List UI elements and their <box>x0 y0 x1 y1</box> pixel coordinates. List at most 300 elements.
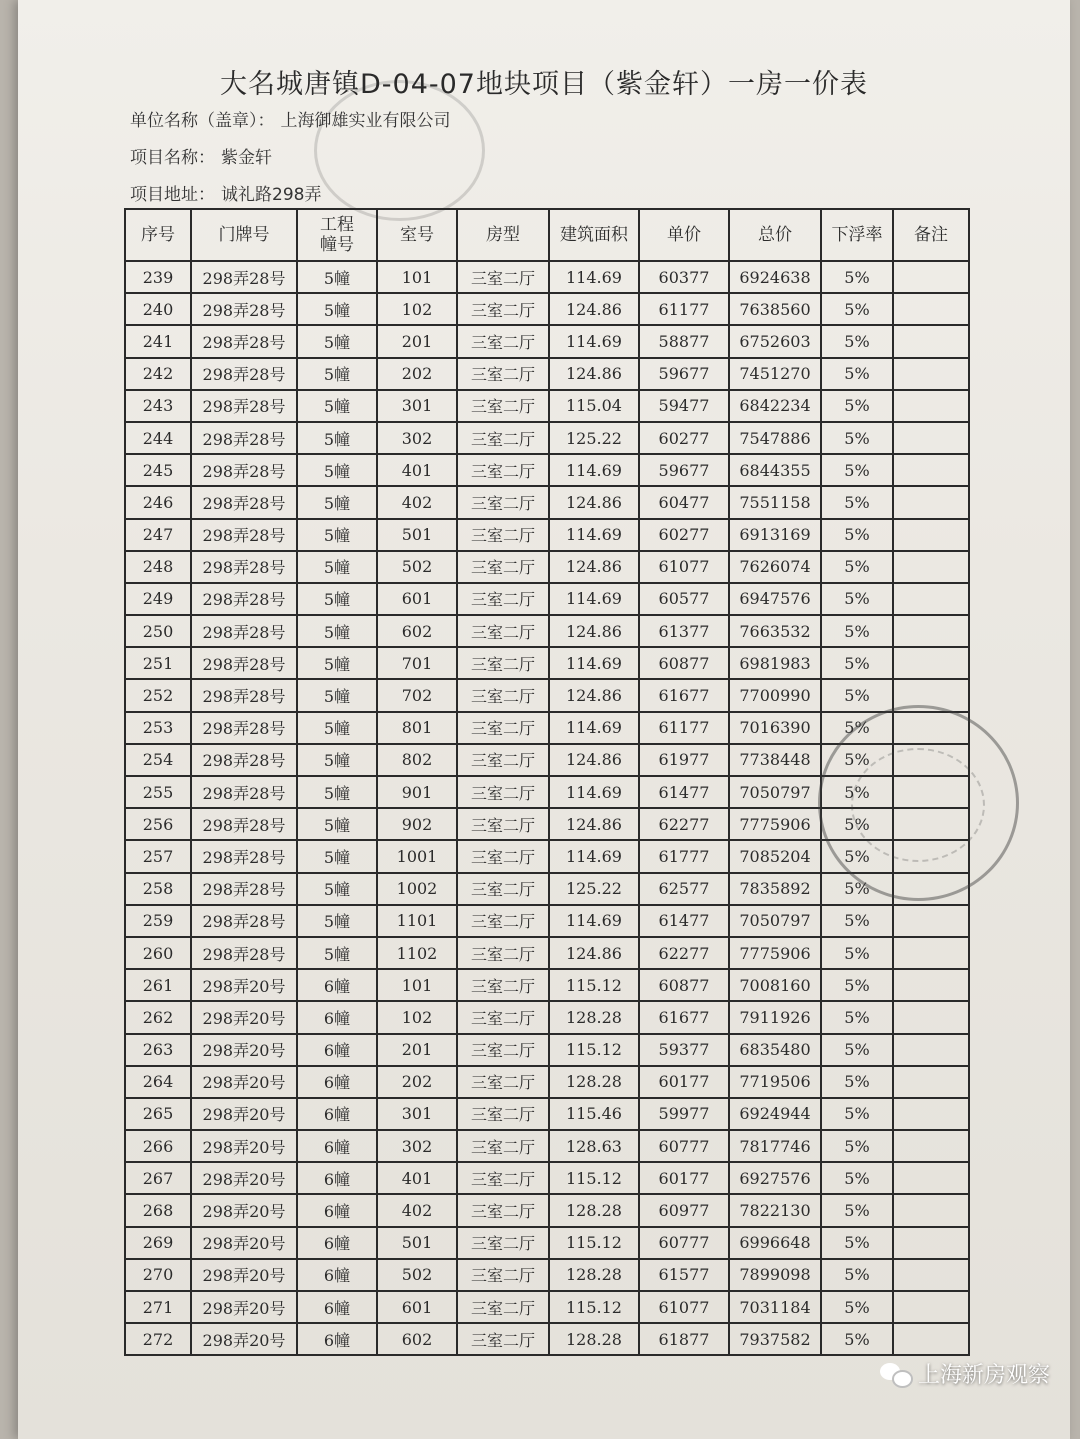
table-cell: 7719506 <box>729 1066 821 1098</box>
table-cell: 三室二厅 <box>457 1001 549 1033</box>
table-cell: 6752603 <box>729 325 821 357</box>
table-cell: 298弄28号 <box>191 454 297 486</box>
table-cell: 5% <box>821 358 893 390</box>
table-cell: 801 <box>377 712 457 744</box>
table-cell: 125.22 <box>549 873 639 905</box>
table-cell: 702 <box>377 679 457 711</box>
table-cell: 298弄20号 <box>191 1066 297 1098</box>
table-cell: 5% <box>821 873 893 905</box>
table-cell: 1101 <box>377 905 457 937</box>
table-cell: 59677 <box>639 358 729 390</box>
table-cell: 5% <box>821 261 893 293</box>
table-cell: 298弄20号 <box>191 1227 297 1259</box>
table-cell: 7822130 <box>729 1194 821 1226</box>
table-cell: 三室二厅 <box>457 969 549 1001</box>
table-cell: 5幢 <box>297 905 377 937</box>
table-cell: 255 <box>125 776 191 808</box>
table-cell: 5% <box>821 647 893 679</box>
table-cell: 298弄28号 <box>191 679 297 711</box>
table-row <box>125 937 969 969</box>
table-cell: 三室二厅 <box>457 1291 549 1323</box>
table-cell: 7016390 <box>729 712 821 744</box>
table-cell: 298弄28号 <box>191 325 297 357</box>
table-cell: 6835480 <box>729 1034 821 1066</box>
table-cell: 6842234 <box>729 390 821 422</box>
table-header-row <box>125 209 969 261</box>
table-cell: 6幢 <box>297 1227 377 1259</box>
table-cell: 114.69 <box>549 519 639 551</box>
table-cell: 60977 <box>639 1194 729 1226</box>
table-cell: 三室二厅 <box>457 615 549 647</box>
table-cell: 60377 <box>639 261 729 293</box>
table-cell: 5% <box>821 905 893 937</box>
table-row <box>125 422 969 454</box>
table-cell: 298弄28号 <box>191 744 297 776</box>
table-cell: 401 <box>377 1162 457 1194</box>
table-cell: 114.69 <box>549 647 639 679</box>
table-cell: 三室二厅 <box>457 1162 549 1194</box>
column-header: 房型 <box>457 209 549 261</box>
table-cell: 115.12 <box>549 1227 639 1259</box>
table-cell <box>893 1034 969 1066</box>
table-cell: 253 <box>125 712 191 744</box>
table-cell: 128.28 <box>549 1194 639 1226</box>
table-cell: 61177 <box>639 293 729 325</box>
table-cell: 60577 <box>639 583 729 615</box>
table-cell: 115.12 <box>549 1291 639 1323</box>
table-cell: 三室二厅 <box>457 808 549 840</box>
table-cell: 128.28 <box>549 1323 639 1355</box>
table-cell: 298弄28号 <box>191 905 297 937</box>
table-cell: 601 <box>377 583 457 615</box>
table-cell: 5幢 <box>297 358 377 390</box>
table-cell: 272 <box>125 1323 191 1355</box>
table-cell: 7911926 <box>729 1001 821 1033</box>
table-row <box>125 1130 969 1162</box>
table-cell: 7551158 <box>729 486 821 518</box>
table-cell: 62577 <box>639 873 729 905</box>
table-cell: 298弄20号 <box>191 1034 297 1066</box>
table-cell: 268 <box>125 1194 191 1226</box>
table-cell: 298弄28号 <box>191 261 297 293</box>
table-cell: 124.86 <box>549 937 639 969</box>
table-cell: 60877 <box>639 647 729 679</box>
table-cell: 三室二厅 <box>457 712 549 744</box>
table-cell: 298弄20号 <box>191 1194 297 1226</box>
table-row <box>125 261 969 293</box>
table-cell: 239 <box>125 261 191 293</box>
project-name-value: 紫金轩 <box>221 148 272 168</box>
table-cell: 59977 <box>639 1098 729 1130</box>
table-row <box>125 647 969 679</box>
column-header: 备注 <box>893 209 969 261</box>
table-cell: 271 <box>125 1291 191 1323</box>
table-cell: 60477 <box>639 486 729 518</box>
table-cell: 5% <box>821 776 893 808</box>
table-cell: 5幢 <box>297 615 377 647</box>
table-cell: 243 <box>125 390 191 422</box>
table-cell: 5% <box>821 615 893 647</box>
table-cell: 7835892 <box>729 873 821 905</box>
table-cell: 201 <box>377 325 457 357</box>
table-cell: 6913169 <box>729 519 821 551</box>
table-row <box>125 454 969 486</box>
table-cell: 244 <box>125 422 191 454</box>
table-cell: 6幢 <box>297 1098 377 1130</box>
table-cell: 1102 <box>377 937 457 969</box>
table-cell: 60177 <box>639 1162 729 1194</box>
table-cell: 124.86 <box>549 293 639 325</box>
project-name-line <box>130 143 272 168</box>
table-cell: 5幢 <box>297 808 377 840</box>
table-cell: 124.86 <box>549 358 639 390</box>
table-row <box>125 1162 969 1194</box>
table-row <box>125 679 969 711</box>
table-row <box>125 583 969 615</box>
table-row <box>125 905 969 937</box>
table-cell <box>893 1162 969 1194</box>
table-cell: 1002 <box>377 873 457 905</box>
table-cell: 402 <box>377 486 457 518</box>
project-name-label: 项目名称： <box>130 148 215 168</box>
table-cell: 5幢 <box>297 712 377 744</box>
table-cell: 124.86 <box>549 551 639 583</box>
table-cell: 101 <box>377 261 457 293</box>
table-cell: 5幢 <box>297 873 377 905</box>
table-cell: 62277 <box>639 808 729 840</box>
table-cell: 5% <box>821 551 893 583</box>
table-cell: 7031184 <box>729 1291 821 1323</box>
table-cell: 128.28 <box>549 1001 639 1033</box>
table-cell <box>893 293 969 325</box>
table-cell: 7050797 <box>729 905 821 937</box>
table-cell <box>893 390 969 422</box>
table-cell: 5幢 <box>297 390 377 422</box>
table-cell: 5% <box>821 519 893 551</box>
table-cell: 6幢 <box>297 1194 377 1226</box>
table-cell: 5% <box>821 454 893 486</box>
project-address-label: 项目地址： <box>130 185 215 205</box>
table-cell: 61177 <box>639 712 729 744</box>
table-cell: 254 <box>125 744 191 776</box>
table-cell: 三室二厅 <box>457 873 549 905</box>
table-cell: 5% <box>821 679 893 711</box>
table-cell: 5% <box>821 1098 893 1130</box>
table-cell: 5幢 <box>297 422 377 454</box>
table-cell: 6幢 <box>297 1259 377 1291</box>
table-cell: 298弄20号 <box>191 1162 297 1194</box>
table-cell: 三室二厅 <box>457 1034 549 1066</box>
table-cell: 6幢 <box>297 1162 377 1194</box>
table-cell: 264 <box>125 1066 191 1098</box>
table-cell: 302 <box>377 422 457 454</box>
table-cell: 114.69 <box>549 905 639 937</box>
table-cell: 114.69 <box>549 840 639 872</box>
table-cell: 102 <box>377 1001 457 1033</box>
table-cell: 262 <box>125 1001 191 1033</box>
table-cell: 61677 <box>639 679 729 711</box>
table-cell: 260 <box>125 937 191 969</box>
table-row <box>125 1194 969 1226</box>
table-cell: 61077 <box>639 551 729 583</box>
table-cell: 298弄28号 <box>191 840 297 872</box>
table-row <box>125 358 969 390</box>
column-header: 总价 <box>729 209 821 261</box>
table-cell: 7638560 <box>729 293 821 325</box>
table-cell <box>893 519 969 551</box>
table-cell: 202 <box>377 1066 457 1098</box>
table-cell: 261 <box>125 969 191 1001</box>
table-cell: 三室二厅 <box>457 293 549 325</box>
table-row <box>125 325 969 357</box>
table-cell: 三室二厅 <box>457 1227 549 1259</box>
table-cell: 59477 <box>639 390 729 422</box>
table-cell: 5% <box>821 1130 893 1162</box>
table-cell: 298弄28号 <box>191 486 297 518</box>
table-cell <box>893 1259 969 1291</box>
table-cell: 6924944 <box>729 1098 821 1130</box>
table-cell: 三室二厅 <box>457 776 549 808</box>
table-cell: 201 <box>377 1034 457 1066</box>
table-cell: 298弄28号 <box>191 358 297 390</box>
table-cell <box>893 358 969 390</box>
table-cell: 6981983 <box>729 647 821 679</box>
table-cell: 250 <box>125 615 191 647</box>
table-cell: 三室二厅 <box>457 358 549 390</box>
table-cell: 115.04 <box>549 390 639 422</box>
table-cell: 59377 <box>639 1034 729 1066</box>
table-cell: 701 <box>377 647 457 679</box>
table-cell: 61477 <box>639 905 729 937</box>
table-cell: 60277 <box>639 519 729 551</box>
column-header: 工程幢号 <box>297 209 377 261</box>
table-cell: 三室二厅 <box>457 744 549 776</box>
table-cell: 124.86 <box>549 486 639 518</box>
unit-name-label: 单位名称（盖章）： <box>130 111 275 131</box>
table-cell: 124.86 <box>549 679 639 711</box>
table-cell: 5% <box>821 712 893 744</box>
table-cell: 58877 <box>639 325 729 357</box>
table-cell: 802 <box>377 744 457 776</box>
table-cell: 7451270 <box>729 358 821 390</box>
table-cell: 298弄28号 <box>191 937 297 969</box>
seal-stamp-faded <box>314 80 485 221</box>
table-cell: 5% <box>821 1162 893 1194</box>
table-cell: 901 <box>377 776 457 808</box>
table-cell <box>893 647 969 679</box>
table-cell: 三室二厅 <box>457 486 549 518</box>
table-cell: 6996648 <box>729 1227 821 1259</box>
table-cell: 60277 <box>639 422 729 454</box>
table-cell: 5幢 <box>297 325 377 357</box>
table-cell: 114.69 <box>549 454 639 486</box>
table-cell: 7085204 <box>729 840 821 872</box>
table-cell: 242 <box>125 358 191 390</box>
table-cell: 5% <box>821 744 893 776</box>
table-cell: 298弄20号 <box>191 1259 297 1291</box>
table-cell: 259 <box>125 905 191 937</box>
table-cell: 7008160 <box>729 969 821 1001</box>
seal-inner-ring <box>851 748 985 862</box>
table-cell: 7626074 <box>729 551 821 583</box>
table-cell: 三室二厅 <box>457 583 549 615</box>
table-cell: 298弄28号 <box>191 776 297 808</box>
table-cell: 61577 <box>639 1259 729 1291</box>
table-cell <box>893 1098 969 1130</box>
table-cell: 240 <box>125 293 191 325</box>
table-cell <box>893 1001 969 1033</box>
table-cell: 6幢 <box>297 1130 377 1162</box>
table-cell <box>893 1323 969 1355</box>
table-cell: 三室二厅 <box>457 679 549 711</box>
table-cell: 三室二厅 <box>457 1259 549 1291</box>
table-cell: 114.69 <box>549 261 639 293</box>
table-cell: 128.28 <box>549 1259 639 1291</box>
column-header: 室号 <box>377 209 457 261</box>
table-cell: 298弄28号 <box>191 712 297 744</box>
table-cell: 5幢 <box>297 679 377 711</box>
table-cell: 三室二厅 <box>457 325 549 357</box>
table-cell: 298弄28号 <box>191 873 297 905</box>
table-cell: 270 <box>125 1259 191 1291</box>
table-cell: 5% <box>821 422 893 454</box>
table-cell: 257 <box>125 840 191 872</box>
table-cell <box>893 261 969 293</box>
official-seal-stamp <box>818 705 1019 901</box>
table-cell: 6幢 <box>297 1034 377 1066</box>
column-header: 序号 <box>125 209 191 261</box>
table-cell: 247 <box>125 519 191 551</box>
table-cell: 266 <box>125 1130 191 1162</box>
table-cell: 298弄20号 <box>191 1098 297 1130</box>
document-page <box>18 0 1070 1439</box>
table-cell: 298弄28号 <box>191 422 297 454</box>
table-cell: 5% <box>821 1001 893 1033</box>
table-cell: 256 <box>125 808 191 840</box>
table-row <box>125 1034 969 1066</box>
table-cell <box>893 583 969 615</box>
table-cell: 269 <box>125 1227 191 1259</box>
column-header: 单价 <box>639 209 729 261</box>
table-cell: 5幢 <box>297 937 377 969</box>
table-cell: 61377 <box>639 615 729 647</box>
table-cell: 302 <box>377 1130 457 1162</box>
table-cell: 7700990 <box>729 679 821 711</box>
wechat-icon <box>880 1361 910 1387</box>
table-cell: 258 <box>125 873 191 905</box>
table-cell: 7050797 <box>729 776 821 808</box>
project-address-line <box>130 180 321 205</box>
table-cell: 5% <box>821 293 893 325</box>
table-cell: 602 <box>377 615 457 647</box>
table-cell: 6924638 <box>729 261 821 293</box>
table-cell: 241 <box>125 325 191 357</box>
table-cell: 902 <box>377 808 457 840</box>
table-cell: 263 <box>125 1034 191 1066</box>
table-cell: 1001 <box>377 840 457 872</box>
table-cell: 61077 <box>639 1291 729 1323</box>
table-cell: 61777 <box>639 840 729 872</box>
table-cell: 267 <box>125 1162 191 1194</box>
table-cell: 601 <box>377 1291 457 1323</box>
table-cell: 115.46 <box>549 1098 639 1130</box>
table-cell: 7547886 <box>729 422 821 454</box>
table-row <box>125 1291 969 1323</box>
table-cell <box>893 1194 969 1226</box>
table-row <box>125 551 969 583</box>
column-header: 下浮率 <box>821 209 893 261</box>
table-cell: 298弄20号 <box>191 1130 297 1162</box>
table-cell: 62277 <box>639 937 729 969</box>
column-header: 门牌号 <box>191 209 297 261</box>
table-cell <box>893 969 969 1001</box>
table-cell: 三室二厅 <box>457 1066 549 1098</box>
table-cell: 298弄28号 <box>191 390 297 422</box>
table-cell: 5% <box>821 969 893 1001</box>
table-cell: 245 <box>125 454 191 486</box>
table-cell: 102 <box>377 293 457 325</box>
table-cell: 60777 <box>639 1227 729 1259</box>
table-cell: 59677 <box>639 454 729 486</box>
table-cell: 301 <box>377 390 457 422</box>
table-cell: 60877 <box>639 969 729 1001</box>
table-cell: 5% <box>821 1066 893 1098</box>
table-cell: 6幢 <box>297 969 377 1001</box>
table-cell: 三室二厅 <box>457 1323 549 1355</box>
table-cell: 5% <box>821 840 893 872</box>
table-cell <box>893 1291 969 1323</box>
table-cell: 5% <box>821 1227 893 1259</box>
table-cell: 5% <box>821 583 893 615</box>
table-cell: 三室二厅 <box>457 1130 549 1162</box>
table-cell: 5% <box>821 325 893 357</box>
table-cell: 298弄28号 <box>191 551 297 583</box>
table-cell: 501 <box>377 519 457 551</box>
table-row <box>125 1259 969 1291</box>
table-cell: 115.12 <box>549 1162 639 1194</box>
table-cell: 246 <box>125 486 191 518</box>
unit-name-value: 上海御雄实业有限公司 <box>280 111 451 131</box>
table-row <box>125 1323 969 1355</box>
table-cell: 三室二厅 <box>457 454 549 486</box>
table-cell: 202 <box>377 358 457 390</box>
table-row <box>125 969 969 1001</box>
table-cell <box>893 325 969 357</box>
table-cell: 三室二厅 <box>457 551 549 583</box>
table-cell: 61977 <box>639 744 729 776</box>
table-cell: 5% <box>821 808 893 840</box>
table-cell: 501 <box>377 1227 457 1259</box>
table-cell: 124.86 <box>549 744 639 776</box>
table-cell: 5% <box>821 1194 893 1226</box>
table-cell: 114.69 <box>549 776 639 808</box>
table-row <box>125 1098 969 1130</box>
table-row <box>125 615 969 647</box>
table-cell: 251 <box>125 647 191 679</box>
table-cell: 5% <box>821 1291 893 1323</box>
table-cell: 6947576 <box>729 583 821 615</box>
table-cell: 252 <box>125 679 191 711</box>
table-cell: 7937582 <box>729 1323 821 1355</box>
table-cell: 6幢 <box>297 1001 377 1033</box>
table-cell: 602 <box>377 1323 457 1355</box>
table-cell: 5幢 <box>297 519 377 551</box>
table-row <box>125 293 969 325</box>
table-cell: 502 <box>377 551 457 583</box>
table-cell: 298弄28号 <box>191 293 297 325</box>
table-cell: 5幢 <box>297 454 377 486</box>
table-row <box>125 873 969 905</box>
